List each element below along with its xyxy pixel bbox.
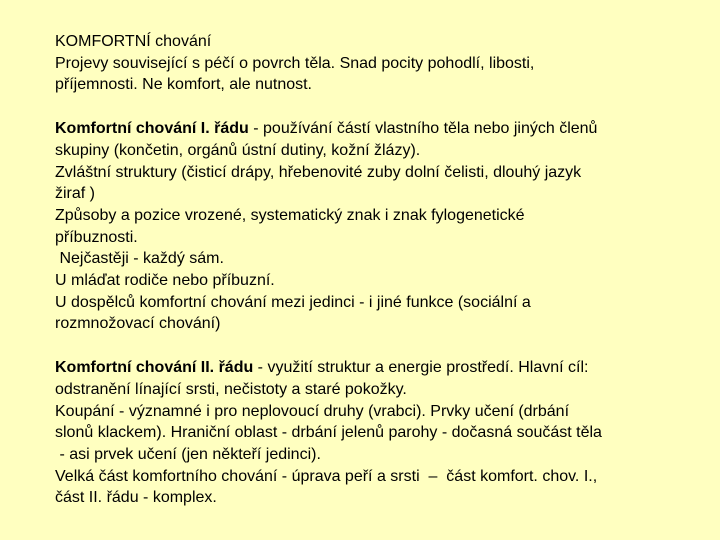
section-line: skupiny (končetin, orgánů ústní dutiny, kožní žlázy). — [55, 141, 421, 159]
intro-line: Projevy související s péčí o povrch těla. Snad pocity pohodlí, libosti, — [55, 54, 535, 72]
section-text: - využití struktur a energie prostředí. Hlavní cíl: — [253, 359, 589, 377]
section-line: Zvláštní struktury (čisticí drápy, hřebenovité zuby dolní čelisti, dlouhý jazyk — [55, 163, 582, 181]
section-line: odstranění línající srsti, nečistoty a staré pokožky. — [55, 380, 407, 398]
section-first-order-lead — [55, 118, 685, 140]
section-second-order-title: Komfortní chování II. řádu — [55, 359, 254, 377]
section-line: U dospělců komfortní chování mezi jedinci - i jiné funkce (sociální a — [55, 293, 531, 311]
section-line: U mláďat rodiče nebo příbuzní. — [55, 272, 275, 290]
section-line: část II. řádu - komplex. — [55, 489, 217, 507]
section-line: Velká část komfortního chování - úprava peří a srsti – část komfort. chov. I., — [55, 467, 598, 485]
section-second-order — [55, 357, 685, 509]
section-line: Nejčastěji - každý sám. — [55, 250, 224, 268]
intro-paragraph — [55, 31, 685, 96]
section-second-order-lead — [55, 357, 685, 379]
section-line: - asi prvek učení (jen někteří jedinci). — [55, 445, 321, 463]
section-text: - používání částí vlastního těla nebo jiných členů — [248, 120, 598, 138]
intro-line: příjemnosti. Ne komfort, ale nutnost. — [55, 76, 312, 94]
section-line: Koupání - významné i pro neplovoucí druhy (vrabci). Prvky učení (drbání — [55, 402, 570, 420]
section-first-order-title: Komfortní chování I. řádu — [55, 120, 249, 138]
section-first-order — [55, 118, 685, 335]
section-line: příbuznosti. — [55, 228, 138, 246]
slide-text — [55, 31, 685, 509]
slide-heading: KOMFORTNÍ chování — [55, 33, 212, 50]
section-line: rozmnožovací chování) — [55, 315, 221, 333]
section-line: Způsoby a pozice vrozené, systematický znak i znak fylogenetické — [55, 206, 525, 224]
section-line: žiraf ) — [55, 185, 95, 203]
section-line: slonů klackem). Hraniční oblast - drbání jelenů parohy - dočasná součást těla — [55, 424, 602, 442]
